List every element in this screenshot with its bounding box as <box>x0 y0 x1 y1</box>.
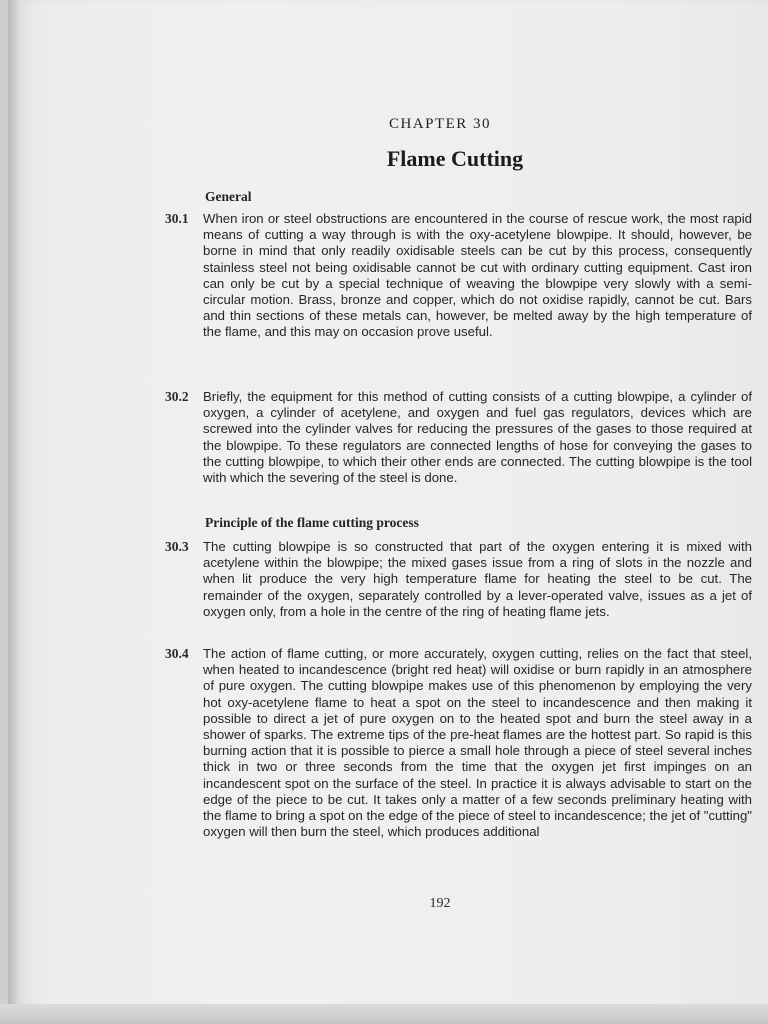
section-heading-principle: Principle of the flame cutting process <box>205 515 419 530</box>
page-bottom-edge <box>0 1004 768 1024</box>
chapter-label: CHAPTER 30 <box>388 116 492 132</box>
paragraph-30-2 <box>165 389 752 486</box>
page-number: 192 <box>429 896 451 911</box>
paragraph-text: When iron or steel obstructions are encountered in the course of rescue work, the most rapid means of cutting a way through is with the oxy-acetylene blowpipe. It should, however, be borne in mind that only readily oxidisable steels can be cut by this process, consequently stainless steel not being oxidisable cannot be cut with ordinary cutting equipment. Cast iron can only be cut by a special technique of weaving the blowpipe very slowly with a semi-circular motion. Brass, bronze and copper, which do not oxidise rapidly, cannot be cut. Bars and thin sections of these metals can, however, be melted away by the high temperature of the flame, and this may on occasion prove useful. <box>203 211 752 340</box>
paragraph-30-3 <box>165 539 752 620</box>
paragraph-text: The action of flame cutting, or more accurately, oxygen cutting, relies on the fact that steel, when heated to incandescence (bright red heat) will oxidise or burn rapidly in an atmosphere of pure oxygen. The cutting blowpipe makes use of this phenomenon by employing the very hot oxy-acetylene flame to heat a spot on the steel to incandescence and then making it possible to direct a jet of pure oxygen on to the heated spot and burn the steel away in a shower of sparks. The extreme tips of the pre-heat flames are the hottest part. So rapid is this burning action that it is possible to pierce a small hole through a piece of steel several inches thick in two or three seconds from the time that the oxygen jet first impinges on an incandescent spot on the surface of the steel. In practice it is always advisable to start on the edge of the piece to be cut. It takes only a matter of a few seconds preliminary heating with the flame to bring a spot on the edge of the piece of steel to incandescence; the jet of "cutting" oxygen will then burn the steel, which produces additional <box>203 646 752 840</box>
section-heading-general: General <box>205 189 252 204</box>
chapter-title: Flame Cutting <box>386 146 524 171</box>
paragraph-30-1 <box>165 211 752 341</box>
paragraph-number: 30.4 <box>165 646 189 661</box>
paragraph-number: 30.2 <box>165 389 189 404</box>
paragraph-number: 30.1 <box>165 211 189 226</box>
paragraph-30-4 <box>165 646 752 840</box>
paragraph-text: Briefly, the equipment for this method of cutting consists of a cutting blowpipe, a cylinder of oxygen, a cylinder of acetylene, and oxygen and fuel gas regulators, devices which are screwed into the cylinder valves for reducing the pressures of the gases to those required at the blowpipe. To these regulators are connected lengths of hose for conveying the gases to the cutting blowpipe, to which their other ends are connected. The cutting blowpipe is the tool with which the severing of the steel is done. <box>203 389 752 486</box>
paragraph-text: The cutting blowpipe is so constructed that part of the oxygen entering it is mixed with acetylene within the blowpipe; the mixed gases issue from a ring of slots in the nozzle and when lit produce the very high temperature flame for heating the steel to be cut. The remainder of the oxygen, separately controlled by a lever-operated valve, issues as a jet of oxygen only, from a hole in the centre of the ring of heating flame jets. <box>203 539 752 619</box>
paragraph-number: 30.3 <box>165 539 189 554</box>
